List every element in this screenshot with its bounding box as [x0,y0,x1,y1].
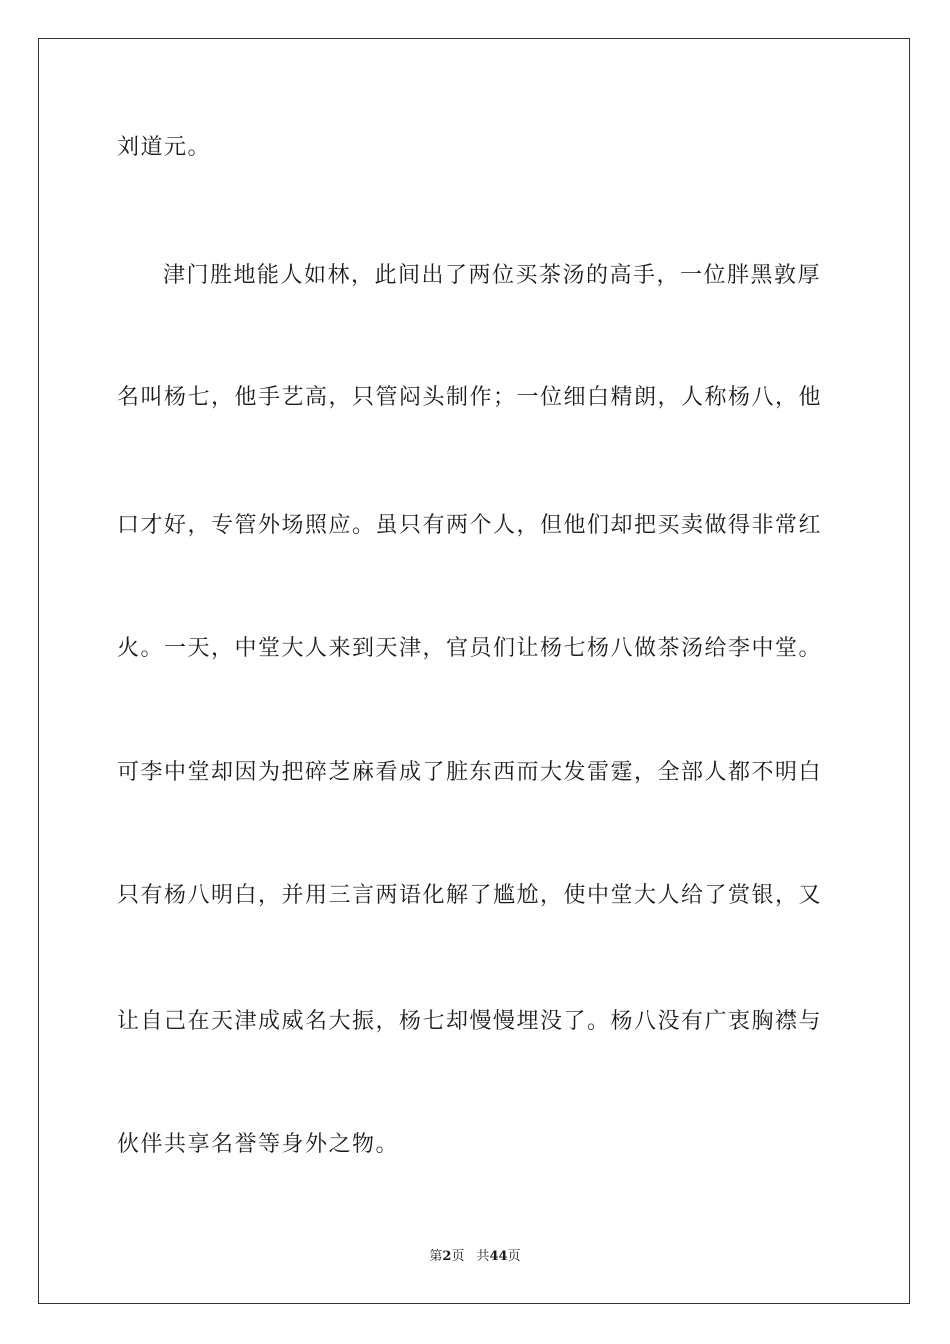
text-line: 刘道元。 [117,135,212,160]
page-prefix: 第 [429,1249,443,1264]
text-line: 可李中堂却因为把碎芝麻看成了脏东西而大发雷霆，全部人都不明白 [117,760,823,785]
page-suffix: 页 [451,1249,465,1264]
text-line: 只有杨八明白，并用三言两语化解了尴尬，使中堂大人给了赏银，又 [117,883,823,908]
text-line: 口才好，专管外场照应。虽只有两个人，但他们却把买卖做得非常红 [117,513,823,538]
total-pages-indicator [476,1249,520,1264]
page-footer [0,1248,950,1266]
text-line: 伙伴共享名誉等身外之物。 [117,1132,400,1157]
text-line: 让自己在天津成威名大振，杨七却慢慢埋没了。杨八没有广衷胸襟与 [117,1009,823,1034]
text-line: 津门胜地能人如林，此间出了两位买茶汤的高手，一位胖黑敦厚 [163,263,822,288]
page-number: 2 [442,1249,452,1264]
text-line: 火。一天，中堂大人来到天津，官员们让杨七杨八做茶汤给李中堂。 [117,636,823,661]
total-pages: 44 [489,1249,508,1264]
page-border [38,38,910,1304]
page-indicator [429,1249,464,1264]
text-line: 名叫杨七，他手艺高，只管闷头制作；一位细白精朗，人称杨八，他 [117,385,823,410]
total-suffix: 页 [507,1249,521,1264]
total-prefix: 共 [476,1249,490,1264]
